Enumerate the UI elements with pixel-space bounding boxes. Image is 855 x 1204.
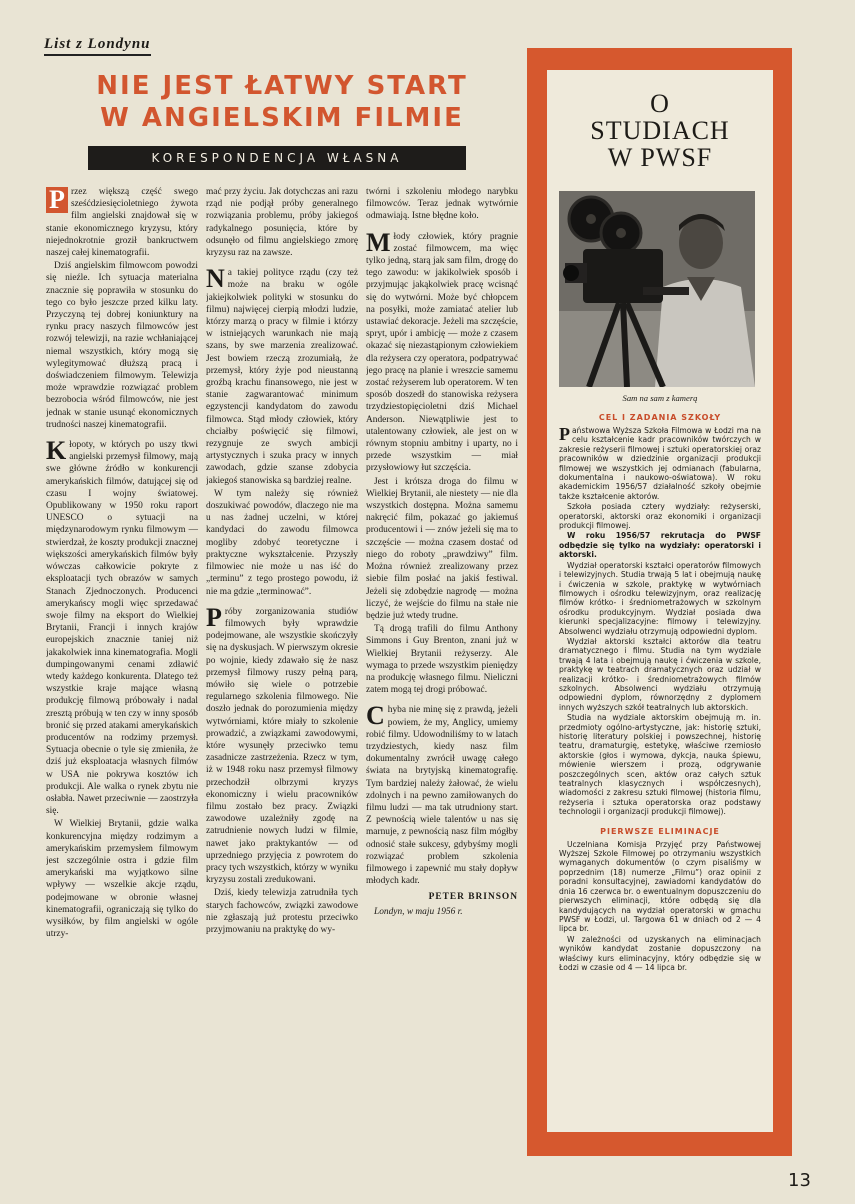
paragraph: Uczelniana Komisja Przyjęć przy Państwowej Wyższej Szkole Filmowej po otrzymaniu wszystkich wymaganych dokumentów (o czym pisaliśmy w poprzednim (18) numerze „Filmu”) oraz opinii z poradni konsultacyjnej, zawiadomi kandydatów do dnia 16 czerwca br. o ewentualnym dopuszczeniu do pierwszych eliminacji, które odbędą się dla kandydujących na wydział operatorski w gmachu PWSF w Łodzi, ul. Targowa 61 w dniach od 2 — 4 lipca br. — [559, 839, 761, 934]
article-column-3 — [366, 186, 518, 1166]
headline-line-2: W ANGIELSKIM FILMIE — [100, 103, 464, 133]
sidebar-section-1 — [559, 426, 761, 817]
paragraph: W roku 1956/57 rekrutacja do PWSF odbędzie się tylko na wydziały: operatorski i aktorski. — [559, 531, 761, 560]
drop-cap: P — [559, 424, 570, 444]
paragraph: Dziś, kiedy telewizja zatrudniła tych starych fachowców, związki zawodowe nie zgłaszają już protestu przeciwko przyjmowaniu na praktykę do wy- — [206, 888, 358, 935]
paragraph: Młody człowiek, który pragnie zostać filmowcem, ma więc tylko jedną, starą jak sam film, drogę do tego zawodu: w jakikolwiek sposób i przyjmując jakąkolwiek pracę wcisnąć się do wytwórni. Może być chłopcem na posyłki, może zamiatać atelier lub ustawiać dekoracje. Jeżeli ma szczęście, spryt, upór i ambicję — może z czasem okazać się niezastąpionym człowiekiem dla reżysera czy operatora, podpatrywać jego pracę na planie i wreszcie samemu zostać reżyserem lub operatorem. W ten sposób doszedł do stanowiska reżysera trzydziestopięcioletni dziś Michael Anderson. Niewątpliwie jest to utalentowany człowiek, ale jest on w równym stopniu ambitny i uparty, no i przede wszystkim — miał przysłowiowy łut szczęścia. — [366, 227, 518, 474]
headline-line-1: NIE JEST ŁATWY START — [96, 71, 468, 101]
photo-caption: Sam na sam z kamerą — [622, 393, 698, 403]
paragraph: W Wielkiej Brytanii, gdzie walka konkurencyjna między rodzimym a amerykańskim przemysłem filmowym jest szczególnie ostra i gdzie film amerykański ma wyjątkowo silne wpływy — wszelkie akcje rządu, podejmowane w obronie własnej kinematografii, ograniczają się tylko do wysiłków, by film angielski w ogóle utrzy- — [46, 819, 198, 940]
article-headline — [82, 70, 482, 134]
paragraph: Tą drogą trafili do filmu Anthony Simmons i Guy Brenton, znani już w Wielkiej Brytanii reżyserzy. Ale wymaga to przede wszystkim pieniędzy na produkcję własnego filmu. Nieliczni zatem mogą tej drogi próbować. — [366, 624, 518, 696]
place-date: Londyn, w maju 1956 r. — [374, 906, 463, 917]
paragraph: W tym należy się również doszukiwać powodów, dlaczego nie ma u nas żadnej uczelni, w której kandydaci do zawodu filmowca mogliby zdobyć teoretyczne i praktyczne wykształcenie. Przyszły filmowiec nie może u nas iść do „terminu” z tego prostego powodu, iż nie ma gdzie „terminować”. — [206, 488, 358, 597]
paragraph: Jest i krótsza droga do filmu w Wielkiej Brytanii, ale niestety — nie dla wszystkich dostępna. Można samemu nakręcić film, pokazać go jakiemuś producentowi i — znów jeżeli się ma to szczęście — można czasem dostać od niego do roboty „prawdziwy” film. Można również zrealizowany przez siebie film posłać na jakiś festiwal. Jeżeli się zdobędzie nagrodę — można liczyć, że wejście do filmu na stałe nie będzie już wtedy trudne. — [366, 476, 518, 621]
drop-cap: N — [206, 264, 225, 294]
cameraman-photo — [559, 191, 755, 387]
drop-cap: P — [206, 602, 222, 632]
paragraph: Próby zorganizowania studiów filmowych były wprawdzie podejmowane, ale wszystkie skończyły się na dyskusjach. W pierwszym okresie po wojnie, kiedy zdawało się że nasz przemysł filmowy ruszy pełną parą, mówiło się wiele o potrzebie regularnego szkolenia filmowego. Nie doszło jednak do porozumienia między wytwórniami, które miały to szkolenie prowadzić, a związkami zawodowymi, które wysunęły przeciwko temu zasadnicze zastrzeżenia. Rzecz w tym, iż w 1948 roku nasz przemysł filmowy przechodził olbrzymi kryzys ekonomiczny i wielu pracowników filmu zostało bez pracy. Związki zawodowe uzależniły zgodę na zatrudnienie nowych ludzi w filmie, nawet jako praktykantów — od uprzedniego przyjęcia z powrotem do pracy tych wszystkich, którzy w wyniku kryzysu zostali zredukowani. — [206, 602, 358, 886]
drop-cap: M — [366, 227, 391, 257]
paragraph: Państwowa Wyższa Szkoła Filmowa w Łodzi ma na celu kształcenie kadr pracowników twórczych w zakresie reżyserii filmowej i sztuki operatorskiej oraz pracowników w dziedzinie organizacji produkcji filmowej we wszystkich jej odmianach (fabularna, dokumentalna i naukowo-oświatowa). W roku akademickim 1956/57 działalność szkoły obejmie także kształcenie aktorów. — [559, 424, 761, 501]
paragraph: Wydział aktorski kształci aktorów dla teatru dramatycznego i filmu. Studia na tym wydziale trwają 4 lata i obejmują naukę i ćwiczenia w szkole, praktykę w teatrach dramatycznych oraz udział w realizacji krótko- i średniometrażowych filmów szkolnych. Absolwenci wydziału otrzymują odpowiedni dyplom, równorzędny z dyplomem innych wyższych szkół teatralnych lub aktorskich. — [559, 636, 761, 712]
paragraph: twórni i szkoleniu młodego narybku filmowców. Teraz jednak wytwórnie odmawiają. Istne błędne koło. — [366, 187, 518, 222]
paragraph: P rzez większą część swego sześćdziesięcioletniego żywota film angielski znajdował się w stanie ekonomicznego kryzysu, który niejednokrotnie groził bankructwem naszej całej kinematografii. — [46, 186, 198, 259]
paragraph: Na takiej polityce rządu (czy też może na braku w ogóle jakiejkolwiek polityki w stosunku do filmu) najwięcej cierpią młodzi ludzie, którzy marzą o pracy w filmie i którzy w istniejących warunkach nie mają szans, by swe marzenia zrealizować. Jest bowiem rzeczą zrozumiałą, że przemysł, który żyje pod nieustanną groźbą krachu finansowego, nie jest w stanie zagwarantować minimum egzystencji kandydatom do zawodu filmowca. Stąd młody człowiek, który chciałby poświęcić się filmowi, rezygnuje ze swych ambicji artystycznych i szuka pracy w innych zawodach, gdzie szanse zdobycia jakiegoś stanowiska są bardziej realne. — [206, 264, 358, 486]
paragraph: Szkoła posiada cztery wydziały: reżyserski, operatorski, aktorski oraz ekonomiki i organizacji produkcji filmowej. — [559, 502, 761, 531]
paragraph: Dziś angielskim filmowcom powodzi się nieźle. Ich sytuacja materialna znacznie się poprawiła w stosunku do tego co było jeszcze przed kilku laty. Przyczyną tej dobrej koniunktury na rynku pracy naszych filmowców jest rozwój telewizji, na razie wchłaniającej niemal wszystkich, który mogą się wylegitymować dłuższą pracą i doświadczeniem filmowym. Telewizja może wprawdzie rozwiązać problem bezrobocia wśród filmowców, nie jest jednak w stanie usunąć ekonomicznych trudności naszej kinematografii. — [46, 261, 198, 430]
paragraph: Wydział operatorski kształci operatorów filmowych i telewizyjnych. Studia trwają 5 lat i obejmują naukę i ćwiczenia w szkole, praktykę w wytwórniach filmowych i ośrodku telewizyjnym, oraz realizację filmów krótko- i średniometrażowych w szkolnym ośrodku produkcyjnym. Wydział posiada dwa kierunki specjalizacyjne: filmowy i telewizyjny. Absolwenci wydziału otrzymują odpowiedni dyplom. — [559, 560, 761, 636]
paragraph: Chyba nie minę się z prawdą, jeżeli powiem, że my, Anglicy, umiemy robić filmy. Udowodniliśmy to w latach trzydziestych, kiedy nasz film dokumentalny zwrócił uwagę całego świata na brytyjską kinematografię. Tym bardziej należy żałować, że wielu zdolnych i na pewno zamiłowanych do filmu ludzi — ma tak utrudniony start. Z pewnością wiele talentów u nas się marnuje, z pewnością nasz film mógłby odnosić stałe sukcesy, gdybyśmy mogli rozwiązać problem szkolenia filmowego i zapewnić mu stały dopływ młodych kadr. — [366, 701, 518, 887]
sidebar-title: O STUDIACH W PWSF — [590, 89, 730, 172]
drop-cap: P — [46, 187, 68, 213]
paragraph: Kłopoty, w których po uszy tkwi angielski przemysł filmowy, mają swe główne źródło w konkurencji amerykańskich filmów, datującej się od czasu I wojny światowej. Opublikowany w 1950 roku raport UNESCO o sytuacji na międzynarodowym rynku filmowym — stwierdzał, że koszty produkcji znacznej większości amerykańskich filmów były wówczas całkowicie pokryte z eksploatacji tych obrazów w samych Stanach Zjednoczonych. Producenci amerykańscy mogli więc sprzedawać swoje filmy na eksport do Wielkiej Brytanii, Francji i innych krajów europejskich znacznie taniej niż jakakolwiek inna kinematografia. Mogli dumpingowanymi cenami zdławić wtedy każdego konkurenta. Dlatego też wszystkie kraje mające własną produkcję filmową próbowały i nadal zresztą próbują w ten czy w inny sposób bronić się przed atakami amerykańskich producentów na rodzimy przemysł. Sytuacja obecnie o tyle się zmieniła, że dziś już eksploatacja własnych filmów w USA nie pokrywa kosztów ich produkcji. Ale walka o rynek zbytu nie osłabła. Nawet przeciwnie — zaostrzyła się. — [46, 436, 198, 817]
sidebar-section-2 — [559, 840, 761, 973]
drop-cap: C — [366, 701, 385, 731]
article-column-1 — [46, 186, 198, 1166]
article-column-2 — [206, 186, 358, 1166]
author-signature: PETER BRINSON — [428, 892, 518, 903]
sidebar-box — [547, 70, 773, 1132]
camera-illustration — [559, 191, 755, 387]
sidebar-section-title: CEL I ZADANIA SZKOŁY — [598, 413, 722, 422]
page-number: 13 — [788, 1170, 811, 1191]
byline-banner: KORESPONDENCJA WŁASNA — [88, 146, 466, 170]
drop-cap: K — [46, 436, 67, 466]
sidebar-section-title: PIERWSZE ELIMINACJE — [600, 826, 720, 836]
paragraph: W zależności od uzyskanych na eliminacjach wyników kandydat zostanie dopuszczony na właściwy kurs eliminacyjny, który odbędzie się w Łodzi w czasie od 4 — 14 lipca br. — [559, 934, 761, 972]
paragraph: mać przy życiu. Jak dotychczas ani razu rząd nie podjął próby generalnego rozwiązania problemu, próby jakiegoś radykalnego posunięcia, które by odsunęło od filmu angielskiego zmorę kryzysu raz na zawsze. — [206, 187, 358, 259]
section-kicker: List z Londynu — [44, 36, 151, 56]
paragraph: Studia na wydziale aktorskim obejmują m. in. przedmioty ogólno-artystyczne, jak: historię sztuki, historię literatury polskiej i powszechnej, historię teatru, dramaturgię, estetykę, właściwe rzemiosło aktorskie (głos i wymowa, dykcja, nauka śpiewu, mówienie wierszem i prozą, odgrywanie poszczególnych scen, aktów oraz całych sztuk teatralnych klasycznych i współczesnych), wiadomości z zakresu sztuki filmowej (historia filmu, reżyseria i sztuka operatorska oraz podstawy technologii i organizacji produkcji filmowej). — [559, 713, 761, 817]
